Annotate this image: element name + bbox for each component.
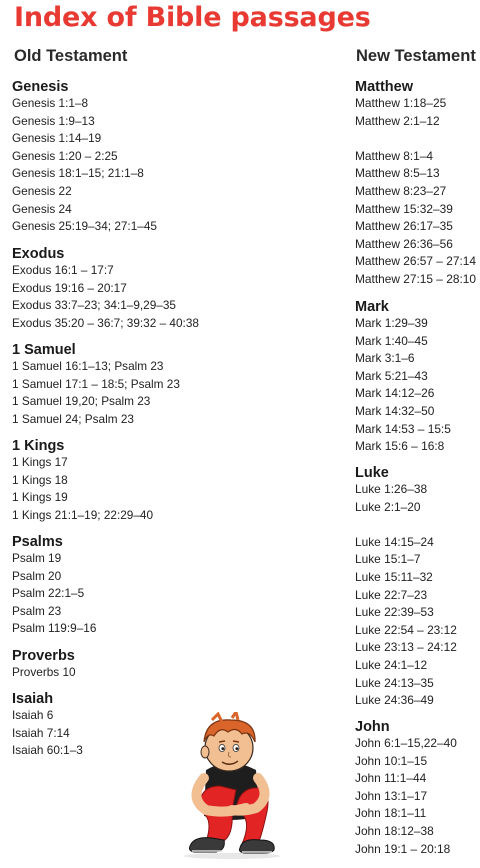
passage-reference: Luke 15:1–7 [355,552,421,567]
passage-reference: Luke 14:15–24 [355,534,434,549]
passage-reference: Matthew 26:17–35 [355,219,453,234]
passage-reference: Luke 23:13 – 24:12 [355,640,457,655]
passage-reference: Mark 5:21–43 [355,368,428,383]
passage-reference: Luke 2:1–20 [355,499,421,514]
passage-reference: Matthew 8:1–4 [355,148,433,163]
book-heading: John [355,719,390,735]
passage-reference: Matthew 8:23–27 [355,184,447,198]
passage-reference: 1 Kings 17 [12,455,68,469]
passage-reference: 1 Samuel 17:1 – 18:5; Psalm 23 [12,376,180,391]
passage-reference: Matthew 1:18–25 [355,96,447,110]
passage-reference: John 10:1–15 [355,753,428,768]
passage-reference: Genesis 22 [12,184,72,198]
passage-reference: Proverbs 10 [12,665,76,679]
passage-reference: Mark 1:40–45 [355,333,428,348]
passage-reference: Luke 22:39–53 [355,605,434,620]
passage-reference: Exodus 33:7–23; 34:1–9,29–35 [12,298,176,313]
passage-reference: John 18:12–38 [355,824,434,838]
passage-reference: Mark 14:53 – 15:5 [355,421,451,436]
passage-reference: Matthew 15:32–39 [355,201,453,216]
book-heading: 1 Kings [12,438,65,454]
page-title: Index of Bible passages [14,2,371,33]
passage-reference: John 13:1–17 [355,788,428,803]
passage-reference: Matthew 27:15 – 28:10 [355,272,476,286]
book-heading: Luke [355,465,389,481]
passage-reference: John 18:1–11 [355,806,427,821]
passage-reference: Mark 14:32–50 [355,404,435,418]
passage-reference: Isaiah 6 [12,708,54,722]
passage-reference: Matthew 8:5–13 [355,166,440,181]
passage-reference: Luke 24:36–49 [355,693,434,708]
passage-reference: 1 Samuel 16:1–13; Psalm 23 [12,359,164,373]
passage-reference: Matthew 26:36–56 [355,236,453,251]
book-heading: Proverbs [12,648,75,664]
passage-reference: Exodus 19:16 – 20:17 [12,280,127,295]
new-testament-heading: New Testament [356,47,476,65]
passage-reference: John 11:1–44 [355,771,427,786]
passage-reference: Psalm 23 [12,603,62,618]
passage-reference: Matthew 26:57 – 27:14 [355,254,476,269]
old-testament-heading: Old Testament [14,47,128,65]
passage-reference: Genesis 1:9–13 [12,113,95,128]
book-heading: Mark [355,299,389,315]
passage-reference: Psalm 119:9–16 [12,621,97,636]
passage-reference: Exodus 35:20 – 36:7; 39:32 – 40:38 [12,315,199,330]
passage-reference: 1 Samuel 19,20; Psalm 23 [12,394,151,409]
passage-reference: Mark 14:12–26 [355,386,435,401]
passage-reference: Luke 24:1–12 [355,658,428,672]
passage-reference: Luke 22:54 – 23:12 [355,622,457,637]
passage-reference: Psalm 19 [12,551,62,565]
passage-reference: John 6:1–15,22–40 [355,736,457,750]
cartoon-boy-illustration [176,712,284,860]
passage-reference: Genesis 1:20 – 2:25 [12,148,118,163]
passage-reference: 1 Samuel 24; Psalm 23 [12,411,134,426]
book-heading: Psalms [12,534,63,550]
passage-reference: Isaiah 7:14 [12,725,70,740]
passage-reference: Exodus 16:1 – 17:7 [12,263,114,277]
passage-reference: Mark 1:29–39 [355,316,428,330]
passage-reference: Mark 15:6 – 16:8 [355,439,445,454]
passage-reference: Genesis 18:1–15; 21:1–8 [12,166,144,181]
passage-reference: Psalm 22:1–5 [12,586,85,601]
book-heading: Genesis [12,79,69,95]
passage-reference: Matthew 2:1–12 [355,113,440,128]
book-heading: Isaiah [12,691,54,707]
passage-reference: 1 Kings 18 [12,472,68,487]
passage-reference: 1 Kings 19 [12,490,68,505]
passage-reference: 1 Kings 21:1–19; 22:29–40 [12,507,154,522]
passage-reference: Genesis 1:14–19 [12,131,102,146]
passage-reference: Psalm 20 [12,568,62,583]
passage-reference: Genesis 25:19–34; 27:1–45 [12,219,157,234]
passage-reference: John 19:1 – 20:18 [355,841,451,856]
passage-reference: Luke 1:26–38 [355,482,428,496]
passage-reference: Luke 24:13–35 [355,675,434,690]
passage-reference: Genesis 24 [12,201,72,216]
passage-reference: Luke 22:7–23 [355,587,428,602]
passage-reference: Luke 15:11–32 [355,570,433,584]
book-heading: 1 Samuel [12,342,76,358]
passage-reference: Genesis 1:1–8 [12,96,89,110]
passage-reference: Isaiah 60:1–3 [12,743,83,758]
book-heading: Exodus [12,246,65,262]
passage-reference: Mark 3:1–6 [355,351,415,366]
book-heading: Matthew [355,79,413,95]
